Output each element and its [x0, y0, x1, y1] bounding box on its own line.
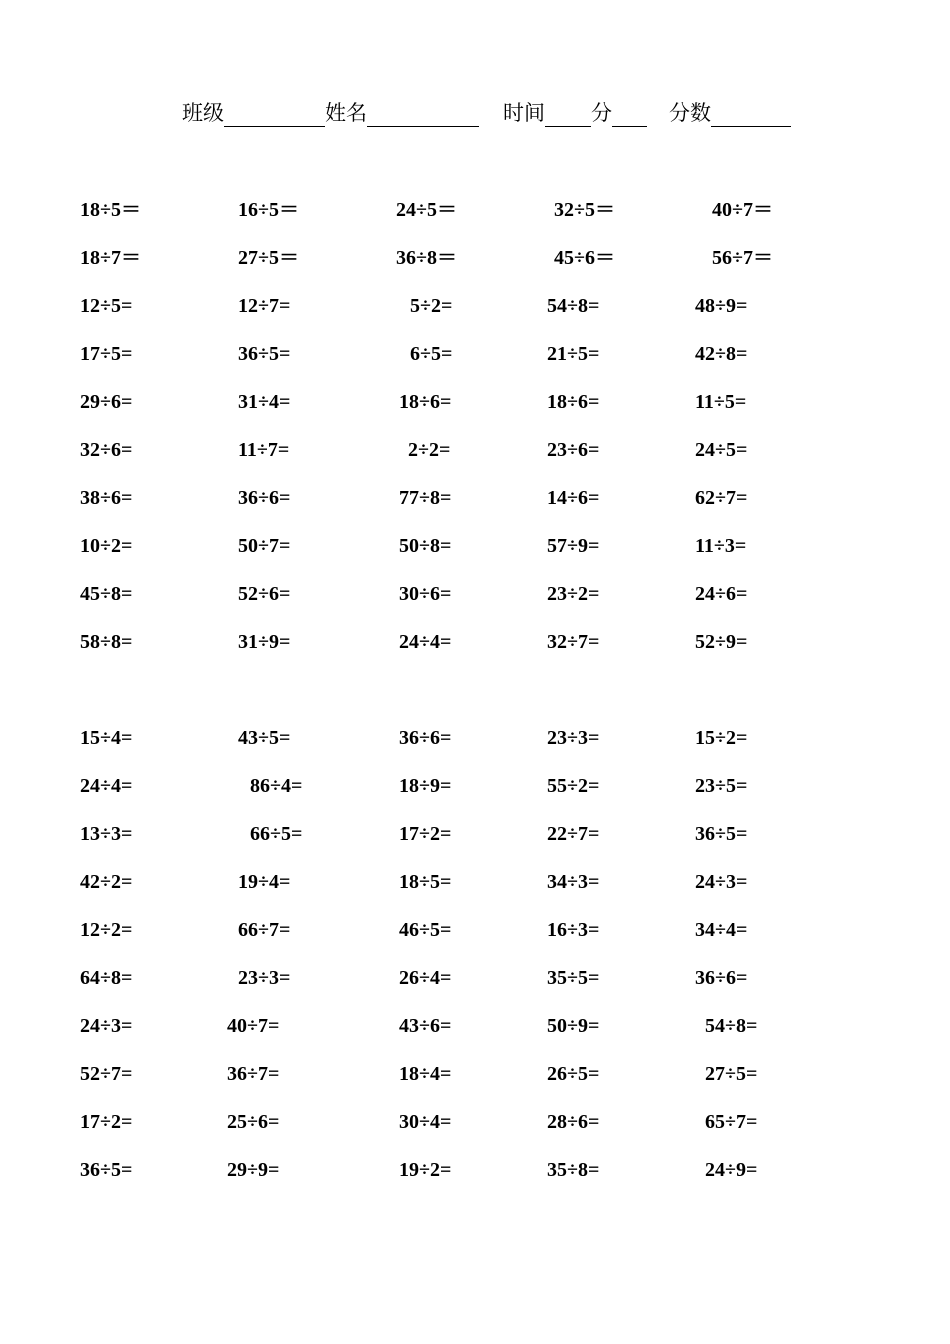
- division-problem: 6÷5=: [410, 343, 453, 365]
- division-problem: 52÷9=: [695, 631, 748, 653]
- division-problem: 17÷2=: [399, 823, 452, 845]
- division-problem: 35÷5=: [547, 967, 600, 989]
- class-label: 班级: [182, 101, 224, 125]
- division-problem: 23÷3=: [547, 727, 600, 749]
- name-label: 姓名: [325, 101, 367, 125]
- division-problem: 40÷7=: [227, 1015, 280, 1037]
- division-problem: 21÷5=: [547, 343, 600, 365]
- division-problem: 18÷9=: [399, 775, 452, 797]
- division-problem: 19÷4=: [238, 871, 291, 893]
- division-problem: 24÷4=: [399, 631, 452, 653]
- minute-label: 分: [591, 101, 612, 125]
- division-problem: 24÷4=: [80, 775, 133, 797]
- division-problem: 50÷9=: [547, 1015, 600, 1037]
- division-problem: 15÷4=: [80, 727, 133, 749]
- division-problem: 30÷6=: [399, 583, 452, 605]
- score-blank: [711, 96, 791, 127]
- division-problem: 36÷5=: [80, 1159, 133, 1181]
- division-problem: 16÷3=: [547, 919, 600, 941]
- division-problem: 66÷5=: [250, 823, 303, 845]
- division-problem: 25÷6=: [227, 1111, 280, 1133]
- division-problem: 55÷2=: [547, 775, 600, 797]
- division-problem: 24÷5=: [695, 439, 748, 461]
- division-problem: 17÷5=: [80, 343, 133, 365]
- minute-blank: [612, 96, 647, 127]
- division-problem: 18÷6=: [399, 391, 452, 413]
- division-problem: 14÷6=: [547, 487, 600, 509]
- division-problem: 36÷6=: [399, 727, 452, 749]
- division-problem: 43÷5=: [238, 727, 291, 749]
- division-problem: 29÷6=: [80, 391, 133, 413]
- division-problem: 36÷6=: [695, 967, 748, 989]
- division-problem: 50÷8=: [399, 535, 452, 557]
- student-info-header: [182, 96, 791, 130]
- division-problem: 24÷9=: [705, 1159, 758, 1181]
- division-problem: 32÷7=: [547, 631, 600, 653]
- division-problem: 30÷4=: [399, 1111, 452, 1133]
- division-problem: 32÷5＝: [554, 199, 615, 221]
- division-problem: 24÷6=: [695, 583, 748, 605]
- division-problem: 26÷5=: [547, 1063, 600, 1085]
- division-problem: 66÷7=: [238, 919, 291, 941]
- division-problem: 13÷3=: [80, 823, 133, 845]
- division-problem: 36÷6=: [238, 487, 291, 509]
- time-label: 时间: [503, 101, 545, 125]
- division-problem: 52÷7=: [80, 1063, 133, 1085]
- division-problem: 15÷2=: [695, 727, 748, 749]
- division-problem: 86÷4=: [250, 775, 303, 797]
- division-problem: 24÷5＝: [396, 199, 457, 221]
- name-blank: [367, 96, 479, 127]
- division-problem: 12÷7=: [238, 295, 291, 317]
- division-problem: 28÷6=: [547, 1111, 600, 1133]
- division-problem: 50÷7=: [238, 535, 291, 557]
- division-problem: 54÷8=: [547, 295, 600, 317]
- division-problem: 27÷5=: [705, 1063, 758, 1085]
- division-problem: 31÷4=: [238, 391, 291, 413]
- division-problem: 40÷7＝: [712, 199, 773, 221]
- division-problem: 18÷5=: [399, 871, 452, 893]
- division-problem: 35÷8=: [547, 1159, 600, 1181]
- division-problem: 43÷6=: [399, 1015, 452, 1037]
- division-problem: 36÷5=: [695, 823, 748, 845]
- division-problem: 42÷8=: [695, 343, 748, 365]
- division-problem: 62÷7=: [695, 487, 748, 509]
- division-problem: 22÷7=: [547, 823, 600, 845]
- division-problem: 24÷3=: [80, 1015, 133, 1037]
- division-problem: 23÷2=: [547, 583, 600, 605]
- division-problem: 23÷5=: [695, 775, 748, 797]
- division-problem: 36÷5=: [238, 343, 291, 365]
- division-problem: 18÷5＝: [80, 199, 141, 221]
- division-problem: 42÷2=: [80, 871, 133, 893]
- division-problem: 11÷3=: [695, 535, 747, 557]
- division-problem: 57÷9=: [547, 535, 600, 557]
- division-problem: 18÷7＝: [80, 247, 141, 269]
- division-problem: 18÷6=: [547, 391, 600, 413]
- division-problem: 56÷7＝: [712, 247, 773, 269]
- time-blank: [545, 96, 591, 127]
- division-problem: 38÷6=: [80, 487, 133, 509]
- division-problem: 46÷5=: [399, 919, 452, 941]
- division-problem: 45÷6＝: [554, 247, 615, 269]
- division-problem: 77÷8=: [399, 487, 452, 509]
- division-problem: 58÷8=: [80, 631, 133, 653]
- division-problem: 64÷8=: [80, 967, 133, 989]
- division-problem: 19÷2=: [399, 1159, 452, 1181]
- division-problem: 17÷2=: [80, 1111, 133, 1133]
- division-problem: 5÷2=: [410, 295, 453, 317]
- division-problem: 34÷3=: [547, 871, 600, 893]
- division-problem: 65÷7=: [705, 1111, 758, 1133]
- division-problem: 26÷4=: [399, 967, 452, 989]
- division-problem: 16÷5＝: [238, 199, 299, 221]
- division-problem: 36÷8＝: [396, 247, 457, 269]
- division-problem: 23÷6=: [547, 439, 600, 461]
- division-problem: 27÷5＝: [238, 247, 299, 269]
- division-problem: 32÷6=: [80, 439, 133, 461]
- division-problem: 12÷5=: [80, 295, 133, 317]
- division-problem: 31÷9=: [238, 631, 291, 653]
- score-label: 分数: [669, 101, 711, 125]
- division-problem: 34÷4=: [695, 919, 748, 941]
- division-problem: 10÷2=: [80, 535, 133, 557]
- class-blank: [224, 96, 325, 127]
- division-problem: 11÷7=: [238, 439, 290, 461]
- division-problem: 23÷3=: [238, 967, 291, 989]
- division-problem: 2÷2=: [408, 439, 451, 461]
- division-problem: 24÷3=: [695, 871, 748, 893]
- division-problem: 54÷8=: [705, 1015, 758, 1037]
- division-problem: 48÷9=: [695, 295, 748, 317]
- division-problem: 29÷9=: [227, 1159, 280, 1181]
- division-problem: 12÷2=: [80, 919, 133, 941]
- division-problem: 11÷5=: [695, 391, 747, 413]
- division-problem: 18÷4=: [399, 1063, 452, 1085]
- division-problem: 52÷6=: [238, 583, 291, 605]
- division-problem: 45÷8=: [80, 583, 133, 605]
- division-problem: 36÷7=: [227, 1063, 280, 1085]
